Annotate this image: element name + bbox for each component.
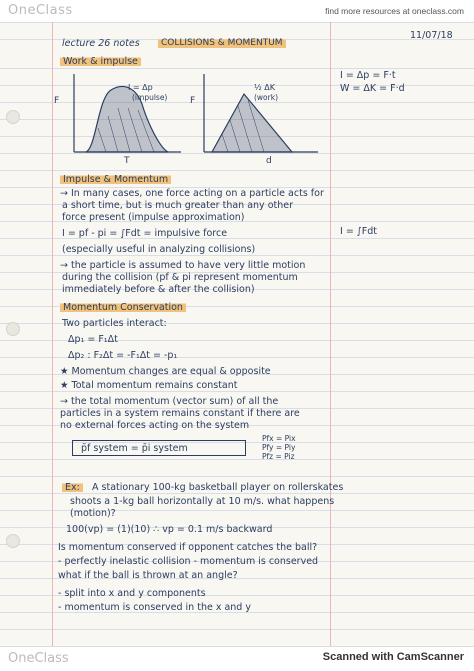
note-line: what if the ball is thrown at an angle? bbox=[58, 570, 238, 581]
force-graphs bbox=[56, 68, 330, 178]
camscanner-watermark: Scanned with CamScanner bbox=[322, 651, 464, 663]
lecture-title: lecture 26 notes bbox=[62, 38, 140, 49]
oneclass-logo[interactable]: OneClass bbox=[8, 3, 73, 18]
note-line: a short time, but is much greater than any other bbox=[62, 200, 294, 211]
note-date: 11/07/18 bbox=[410, 30, 453, 41]
graph2-x-label: d bbox=[266, 156, 272, 166]
oneclass-logo-footer[interactable]: OneClass bbox=[8, 651, 69, 666]
component-y: Pfy = Piy bbox=[262, 443, 296, 452]
find-more-resources-link[interactable]: find more resources at oneclass.com bbox=[325, 6, 464, 16]
note-line: - perfectly inelastic collision - momentum is conserved bbox=[58, 556, 319, 567]
note-line: Δp₂ : F₂Δt = -F₁Δt = -p₁ bbox=[68, 350, 178, 361]
section-impulse-momentum: Impulse & Momentum bbox=[60, 174, 171, 185]
margin-line-right bbox=[330, 22, 331, 646]
note-line: ★ Total momentum remains constant bbox=[60, 380, 238, 391]
graph2-area-label: ½ ΔK bbox=[254, 83, 276, 92]
graph2-area-sublabel: (work) bbox=[254, 93, 279, 102]
margin-line-left bbox=[52, 22, 53, 646]
component-z: Pfz = Piz bbox=[262, 452, 295, 461]
note-line: during the collision (pf & pi represent momentum bbox=[62, 272, 298, 283]
section-momentum-conservation: Momentum Conservation bbox=[60, 302, 186, 313]
top-banner bbox=[0, 0, 474, 23]
side-equation-work: W = ΔK = F·d bbox=[340, 83, 405, 94]
note-line: 100(vp) = (1)(10) ∴ vp = 0.1 m/s backward bbox=[66, 524, 273, 535]
note-line: → In many cases, one force acting on a particle acts for bbox=[60, 188, 324, 199]
note-line: - momentum is conserved in the x and y bbox=[58, 602, 251, 613]
note-line: shoots a 1-kg ball horizontally at 10 m/s. what happens bbox=[70, 496, 335, 507]
momentum-conservation-box bbox=[72, 440, 246, 456]
note-line: immediately before & after the collision) bbox=[62, 284, 255, 295]
binder-hole bbox=[6, 110, 20, 124]
note-line: I = pf - pi = ∫Fdt = impulsive force bbox=[62, 228, 228, 239]
graph2-y-label: F bbox=[190, 96, 196, 106]
note-line: force present (impulse approximation) bbox=[62, 212, 245, 223]
note-line: → the total momentum (vector sum) of all the bbox=[60, 396, 279, 407]
graph1-area-sublabel: (impulse) bbox=[132, 93, 168, 102]
graph1-y-label: F bbox=[54, 96, 60, 106]
note-line: particles in a system remains constant if there are bbox=[60, 408, 300, 419]
binder-holes bbox=[6, 22, 20, 646]
graph1-area-label: I = Δp bbox=[128, 83, 153, 92]
note-line: Δp₁ = F₁Δt bbox=[68, 334, 118, 345]
binder-hole bbox=[6, 322, 20, 336]
component-x: Pfx = Pix bbox=[262, 434, 296, 443]
bottom-banner bbox=[0, 646, 474, 671]
momentum-conservation-equation: p̄f system = p̄i system bbox=[81, 443, 188, 454]
binder-hole bbox=[6, 534, 20, 548]
note-line: Two particles interact: bbox=[62, 318, 167, 329]
note-line: → the particle is assumed to have very little motion bbox=[60, 260, 306, 271]
section-work-impulse: Work & impulse bbox=[60, 56, 141, 67]
note-line: ★ Momentum changes are equal & opposite bbox=[60, 366, 271, 377]
example-tag: Ex: bbox=[62, 482, 83, 493]
note-line: Is momentum conserved if opponent catches the ball? bbox=[58, 542, 318, 553]
topic-heading: COLLISIONS & MOMENTUM bbox=[158, 38, 286, 49]
note-line: no external forces acting on the system bbox=[60, 420, 250, 431]
note-line: - split into x and y components bbox=[58, 588, 206, 599]
note-line: (motion)? bbox=[70, 508, 116, 519]
side-equation-impulse: I = Δp = F·t bbox=[340, 70, 396, 81]
graph1-x-label: T bbox=[124, 156, 130, 166]
note-line: A stationary 100-kg basketball player on rollerskates bbox=[92, 482, 344, 493]
note-line: (especially useful in analyzing collisions) bbox=[62, 244, 256, 255]
side-equation-integral: I = ∫Fdt bbox=[340, 226, 377, 237]
